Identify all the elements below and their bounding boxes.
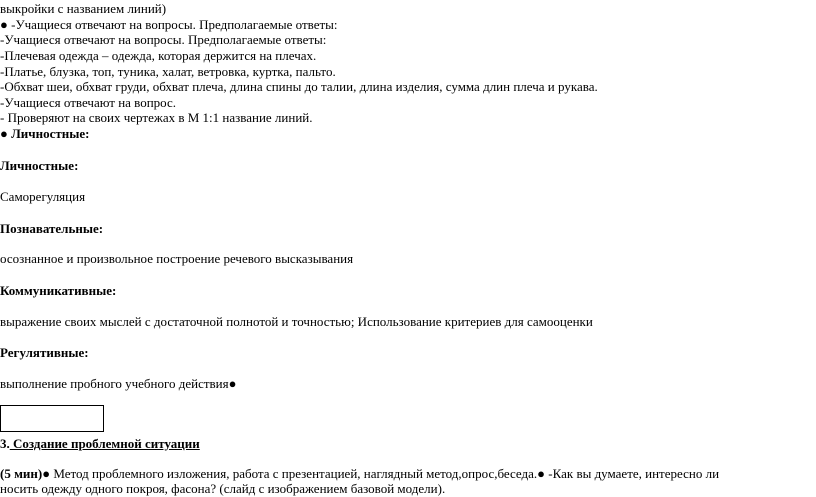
text-cognitive: осознанное и произвольное построение речевого высказывания bbox=[0, 251, 354, 266]
empty-box bbox=[0, 405, 104, 432]
section-title: Создание проблемной ситуации bbox=[9, 436, 200, 451]
text-line bbox=[0, 314, 593, 330]
text-line bbox=[0, 48, 316, 64]
section-number: 3. bbox=[0, 436, 10, 451]
bullet-icon: ● bbox=[0, 17, 8, 32]
line-text: -Плечевая одежда – одежда, которая держится на плечах. bbox=[0, 48, 317, 63]
heading-personal: Личностные: bbox=[0, 158, 79, 173]
line-text: выкройки с названием линий) bbox=[0, 1, 167, 16]
text-selfregulation: Саморегуляция bbox=[0, 189, 86, 204]
text-line bbox=[0, 95, 176, 111]
bullet-icon: ● bbox=[537, 466, 546, 481]
heading-cognitive: Познавательные: bbox=[0, 221, 104, 236]
section-heading bbox=[0, 345, 89, 361]
text-line bbox=[0, 126, 90, 142]
text-line bbox=[0, 17, 338, 33]
line-text: - Проверяют на своих чертежах в М 1:1 название линий. bbox=[0, 110, 313, 125]
line-text: -Как вы думаете, интересно ли bbox=[545, 466, 720, 481]
text-line bbox=[0, 376, 236, 392]
text-line bbox=[0, 189, 85, 205]
bullet-icon: ● bbox=[0, 126, 8, 141]
section-heading bbox=[0, 283, 116, 299]
text-line bbox=[0, 1, 166, 17]
text-line bbox=[0, 110, 313, 126]
text-line bbox=[0, 79, 598, 95]
line-text: Метод проблемного изложения, работа с презентацией, наглядный метод,опрос,беседа. bbox=[50, 466, 538, 481]
text-line bbox=[0, 466, 719, 482]
text-line bbox=[0, 64, 336, 80]
heading-regulative: Регулятивные: bbox=[0, 345, 89, 360]
bullet-icon: ● bbox=[42, 466, 51, 481]
section-heading bbox=[0, 436, 200, 452]
line-text: носить одежду одного покроя, фасона? (слайд с изображением базовой модели). bbox=[0, 481, 446, 496]
line-text: -Обхват шеи, обхват груди, обхват плеча, длина спины до талии, длина изделия, сумма длин плеча и рукава. bbox=[0, 79, 598, 94]
line-text: Личностные: bbox=[7, 126, 90, 141]
heading-communicative: Коммуникативные: bbox=[0, 283, 117, 298]
line-text: -Платье, блузка, топ, туника, халат, ветровка, куртка, пальто. bbox=[0, 64, 336, 79]
line-text: -Учащиеся отвечают на вопрос. bbox=[0, 95, 177, 110]
text-line bbox=[0, 481, 445, 497]
time-label: (5 мин) bbox=[0, 466, 43, 481]
bullet-icon: ● bbox=[228, 376, 237, 391]
text-communicative: выражение своих мыслей с достаточной полнотой и точностью; Использование критериев для самооценки bbox=[0, 314, 593, 329]
line-text: -Учащиеся отвечают на вопросы. Предполагаемые ответы: bbox=[7, 17, 338, 32]
line-text: -Учащиеся отвечают на вопросы. Предполагаемые ответы: bbox=[0, 32, 327, 47]
section-heading bbox=[0, 221, 103, 237]
text-line bbox=[0, 32, 326, 48]
text-line bbox=[0, 251, 353, 267]
section-heading bbox=[0, 158, 78, 174]
text-regulative: выполнение пробного учебного действия bbox=[0, 376, 229, 391]
